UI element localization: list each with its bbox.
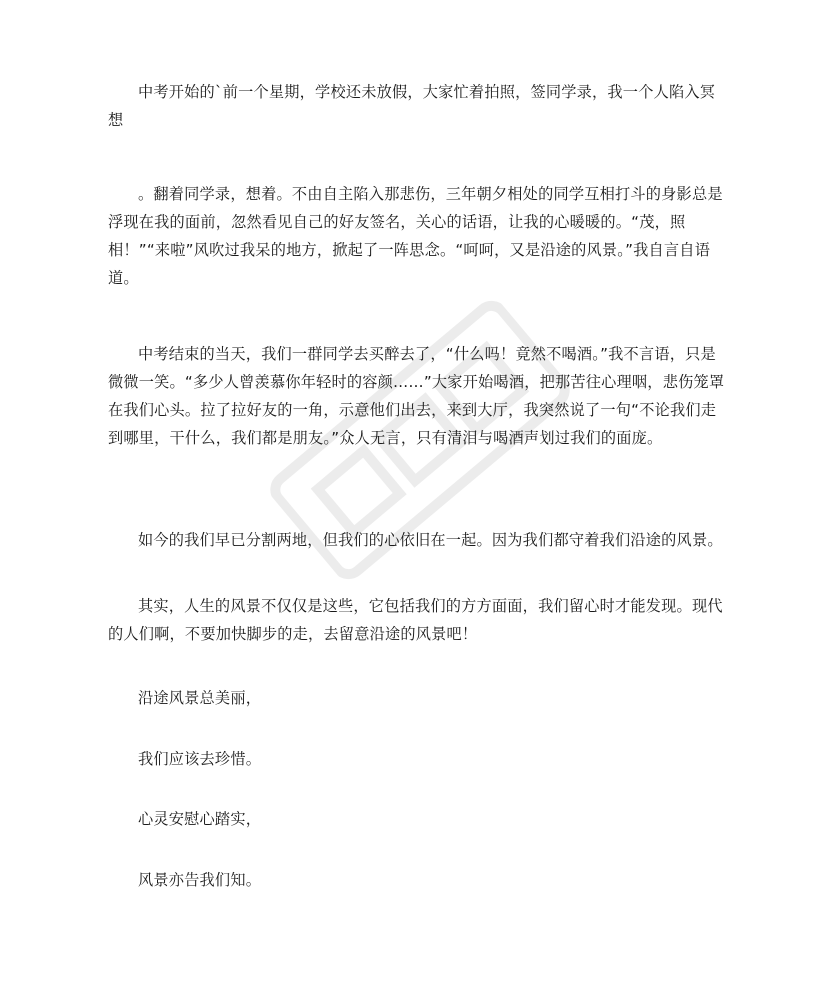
poem-line-3: 心灵安慰心踏实，: [138, 810, 262, 828]
paragraph-1: 中考开始的`前一个星期，学校还未放假，大家忙着拍照，签同学录，我一个人陷入冥想: [108, 83, 716, 129]
poem-line-2: 我们应该去珍惜。: [138, 750, 262, 768]
poem-line-1: 沿途风景总美丽，: [138, 689, 262, 707]
paragraph-4: 如今的我们早已分割两地，但我们的心依旧在一起。因为我们都守着我们沿途的风景。: [138, 531, 723, 549]
poem-line-4: 风景亦告我们知。: [138, 871, 262, 889]
paragraph-2: 。翻着同学录，想着。不由自主陷入那悲伤，三年朝夕相处的同学互相打斗的身影总是浮现在我的面前，忽然看见自己的好友签名，关心的话语，让我的心暖暖的。“茂，照相！”“来啦”风吹过我呆的地方，掀起了一阵思念。“呵呵，又是沿途的风景。”我自言自语道。: [108, 185, 723, 287]
paragraph-3: 中考结束的当天，我们一群同学去买醉去了，“什么吗！竟然不喝酒。”我不言语，只是微微一笑。“多少人曾羡慕你年轻时的容颜……”大家开始喝酒，把那苦往心理咽，悲伤笼罩在我们心头。拉了拉好友的一角，示意他们出去，来到大厅，我突然说了一句“不论我们走到哪里，干什么，我们都是朋友。”众人无言，只有清泪与喝酒声划过我们的面庞。: [108, 345, 725, 447]
paragraph-5: 其实，人生的风景不仅仅是这些，它包括我们的方方面面，我们留心时才能发现。现代的人们啊，不要加快脚步的走，去留意沿途的风景吧！: [108, 597, 723, 643]
